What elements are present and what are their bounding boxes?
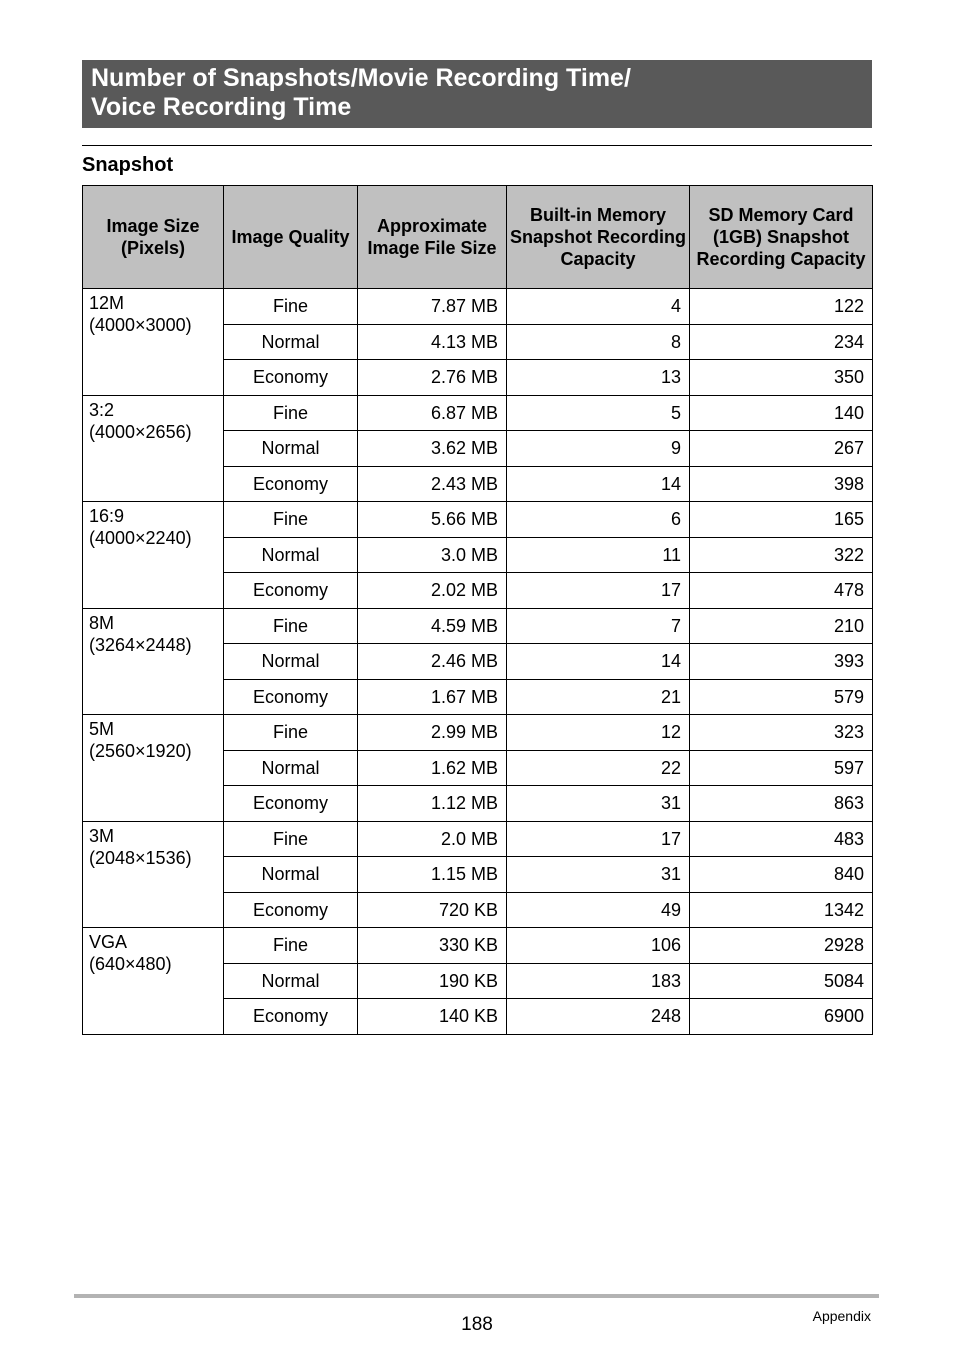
image-quality-cell: Normal	[224, 324, 358, 360]
table-row	[83, 821, 873, 857]
file-size-cell: 6.87 MB	[358, 395, 507, 431]
sd-capacity-cell: 140	[690, 395, 873, 431]
file-size-cell: 2.02 MB	[358, 573, 507, 609]
image-quality-cell: Economy	[224, 466, 358, 502]
page-number: 188	[461, 1314, 493, 1335]
builtin-capacity-cell: 106	[507, 928, 690, 964]
file-size-cell: 4.13 MB	[358, 324, 507, 360]
image-quality-cell: Fine	[224, 821, 358, 857]
image-quality-cell: Normal	[224, 644, 358, 680]
sd-capacity-cell: 579	[690, 679, 873, 715]
sd-capacity-cell: 322	[690, 537, 873, 573]
sd-capacity-cell: 234	[690, 324, 873, 360]
image-quality-cell: Fine	[224, 395, 358, 431]
file-size-cell: 190 KB	[358, 963, 507, 999]
table-row	[83, 928, 873, 964]
sd-capacity-cell: 267	[690, 431, 873, 467]
table-row	[83, 715, 873, 751]
file-size-cell: 1.62 MB	[358, 750, 507, 786]
builtin-capacity-cell: 7	[507, 608, 690, 644]
image-size-pixels: (2048×1536)	[89, 847, 192, 868]
sd-capacity-cell: 393	[690, 644, 873, 680]
builtin-capacity-cell: 31	[507, 857, 690, 893]
file-size-cell: 2.43 MB	[358, 466, 507, 502]
table-header	[83, 186, 873, 289]
page-title-line-1: Number of Snapshots/Movie Recording Time/	[91, 64, 631, 92]
image-size-cell	[83, 289, 224, 396]
sd-capacity-cell: 597	[690, 750, 873, 786]
column-header-file-size: Approximate Image File Size	[358, 186, 507, 289]
builtin-capacity-cell: 21	[507, 679, 690, 715]
image-size-label: 8M	[89, 612, 115, 633]
column-header-image-size: Image Size (Pixels)	[83, 186, 224, 289]
image-quality-cell: Normal	[224, 537, 358, 573]
file-size-cell: 1.67 MB	[358, 679, 507, 715]
builtin-capacity-cell: 13	[507, 360, 690, 396]
builtin-capacity-cell: 4	[507, 289, 690, 325]
image-size-pixels: (4000×2240)	[89, 528, 192, 548]
sd-capacity-cell: 210	[690, 608, 873, 644]
table-row	[83, 608, 873, 644]
builtin-capacity-cell: 17	[507, 573, 690, 609]
image-size-cell	[83, 608, 224, 715]
section-heading: Snapshot	[82, 154, 174, 176]
sd-capacity-cell: 122	[690, 289, 873, 325]
sd-capacity-cell: 398	[690, 466, 873, 502]
file-size-cell: 2.76 MB	[358, 360, 507, 396]
file-size-cell: 1.12 MB	[358, 786, 507, 822]
image-size-pixels: (640×480)	[89, 954, 172, 974]
builtin-capacity-cell: 14	[507, 644, 690, 680]
file-size-cell: 2.99 MB	[358, 715, 507, 751]
file-size-cell: 3.62 MB	[358, 431, 507, 467]
file-size-cell: 5.66 MB	[358, 502, 507, 538]
builtin-capacity-cell: 12	[507, 715, 690, 751]
builtin-capacity-cell: 22	[507, 750, 690, 786]
image-quality-cell: Normal	[224, 750, 358, 786]
builtin-capacity-cell: 17	[507, 821, 690, 857]
sd-capacity-cell: 350	[690, 360, 873, 396]
image-quality-cell: Economy	[224, 360, 358, 396]
image-size-cell	[83, 821, 224, 928]
image-quality-cell: Fine	[224, 715, 358, 751]
image-quality-cell: Normal	[224, 857, 358, 893]
builtin-capacity-cell: 8	[507, 324, 690, 360]
table-row	[83, 502, 873, 538]
image-size-cell	[83, 395, 224, 502]
builtin-capacity-cell: 49	[507, 892, 690, 928]
page-title-line-2: Voice Recording Time	[91, 93, 352, 121]
sd-capacity-cell: 483	[690, 821, 873, 857]
image-quality-cell: Fine	[224, 502, 358, 538]
table-body	[83, 289, 873, 1035]
sd-capacity-cell: 165	[690, 502, 873, 538]
sd-capacity-cell: 6900	[690, 999, 873, 1035]
image-size-cell	[83, 928, 224, 1035]
header-row	[83, 186, 873, 289]
image-quality-cell: Economy	[224, 786, 358, 822]
image-quality-cell: Economy	[224, 573, 358, 609]
file-size-cell: 330 KB	[358, 928, 507, 964]
builtin-capacity-cell: 11	[507, 537, 690, 573]
sd-capacity-cell: 840	[690, 857, 873, 893]
column-header-sd-capacity: SD Memory Card (1GB) Snapshot Recording Capacity	[690, 186, 873, 289]
file-size-cell: 720 KB	[358, 892, 507, 928]
image-size-pixels: (2560×1920)	[89, 741, 192, 761]
image-size-label: 12M	[89, 293, 125, 313]
file-size-cell: 1.15 MB	[358, 857, 507, 893]
image-size-label: 3M	[89, 825, 115, 846]
file-size-cell: 7.87 MB	[358, 289, 507, 325]
sd-capacity-cell: 863	[690, 786, 873, 822]
image-size-cell	[83, 502, 224, 609]
table-row	[83, 289, 873, 325]
file-size-cell: 2.0 MB	[358, 821, 507, 857]
builtin-capacity-cell: 14	[507, 466, 690, 502]
image-quality-cell: Fine	[224, 608, 358, 644]
image-size-pixels: (3264×2448)	[89, 634, 192, 655]
image-quality-cell: Normal	[224, 431, 358, 467]
builtin-capacity-cell: 183	[507, 963, 690, 999]
image-size-label: 16:9	[89, 506, 125, 526]
page-title-bar	[82, 60, 872, 128]
column-header-image-quality: Image Quality	[224, 186, 358, 289]
builtin-capacity-cell: 6	[507, 502, 690, 538]
table-row	[83, 395, 873, 431]
image-size-pixels: (4000×3000)	[89, 315, 192, 335]
image-size-label: 3:2	[89, 399, 115, 420]
file-size-cell: 2.46 MB	[358, 644, 507, 680]
title-divider	[82, 145, 872, 146]
sd-capacity-cell: 323	[690, 715, 873, 751]
file-size-cell: 140 KB	[358, 999, 507, 1035]
image-size-cell	[83, 715, 224, 822]
image-quality-cell: Economy	[224, 679, 358, 715]
image-quality-cell: Fine	[224, 289, 358, 325]
builtin-capacity-cell: 248	[507, 999, 690, 1035]
snapshot-table	[82, 185, 873, 1035]
column-header-builtin-capacity: Built-in Memory Snapshot Recording Capacity	[507, 186, 690, 289]
sd-capacity-cell: 5084	[690, 963, 873, 999]
file-size-cell: 3.0 MB	[358, 537, 507, 573]
sd-capacity-cell: 478	[690, 573, 873, 609]
builtin-capacity-cell: 9	[507, 431, 690, 467]
image-quality-cell: Economy	[224, 999, 358, 1035]
file-size-cell: 4.59 MB	[358, 608, 507, 644]
image-quality-cell: Fine	[224, 928, 358, 964]
image-quality-cell: Normal	[224, 963, 358, 999]
image-size-pixels: (4000×2656)	[89, 421, 192, 442]
image-size-label: VGA	[89, 932, 128, 952]
sd-capacity-cell: 1342	[690, 892, 873, 928]
footer-section-label: Appendix	[812, 1308, 871, 1324]
image-size-label: 5M	[89, 719, 115, 739]
image-quality-cell: Economy	[224, 892, 358, 928]
builtin-capacity-cell: 31	[507, 786, 690, 822]
builtin-capacity-cell: 5	[507, 395, 690, 431]
sd-capacity-cell: 2928	[690, 928, 873, 964]
footer-divider	[74, 1294, 879, 1298]
